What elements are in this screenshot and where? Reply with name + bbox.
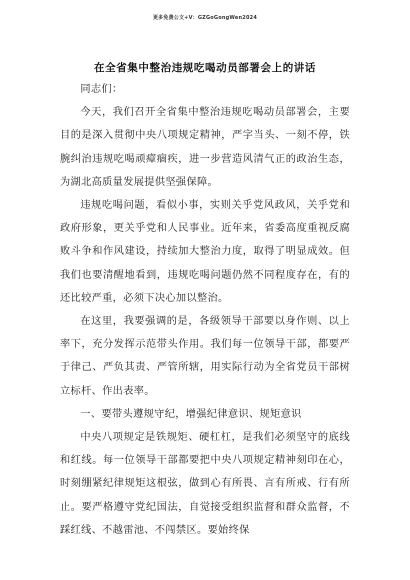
paragraph: 在这里，我要强调的是，各级领导干部要以身作则、以上率下，充分发挥示范带头作用。我们每一位领导干部，都要严于律己、严负其责、严管所辖，用实际行动为全省党员干部树立标杆、作出表率。 (60, 316, 350, 397)
section-heading: 一、要带头遵规守纪，增强纪律意识、规矩意识 (80, 408, 302, 420)
paragraph: 今天，我们召开全省集中整治违规吃喝动员部署会，主要目的是深入贯彻中央八项规定精神，严字当头、一刻不停，铁腕纠治违规吃喝顽瘴痼疾，进一步营造风清气正的政治生态，为湖北高质量发展提供坚强保障。 (60, 107, 350, 188)
salutation: 同志们： (80, 84, 123, 95)
paragraph: 违规吃喝问题，看似小事，实则关乎党风政风，关乎党和政府形象，更关乎党和人民事业。近年来，省委高度重视反腐败斗争和作风建设，持续加大整治力度，取得了明显成效。但我们也要清醒地看到，违规吃喝问题仍然不同程度存在，有的还比较严重，必须下决心加以整治。 (60, 200, 350, 304)
document-body (60, 78, 350, 542)
paragraph: 中央八项规定是铁规矩、硬杠杠，是我们必须坚守的底线和红线。每一位领导干部都要把中央八项规定精神刻印在心，时刻绷紧纪律规矩这根弦，做到心有所畏、言有所戒、行有所止。要严格遵守党纪国法，自觉接受组织监督和群众监督，不踩红线、不越雷池、不闯禁区。要始终保 (60, 432, 350, 536)
watermark-text: 更多免费公文+V：GZGoGongWen2024 (152, 15, 257, 21)
document-title: 在全省集中整治违规吃喝动员部署会上的讲话 (94, 62, 316, 74)
